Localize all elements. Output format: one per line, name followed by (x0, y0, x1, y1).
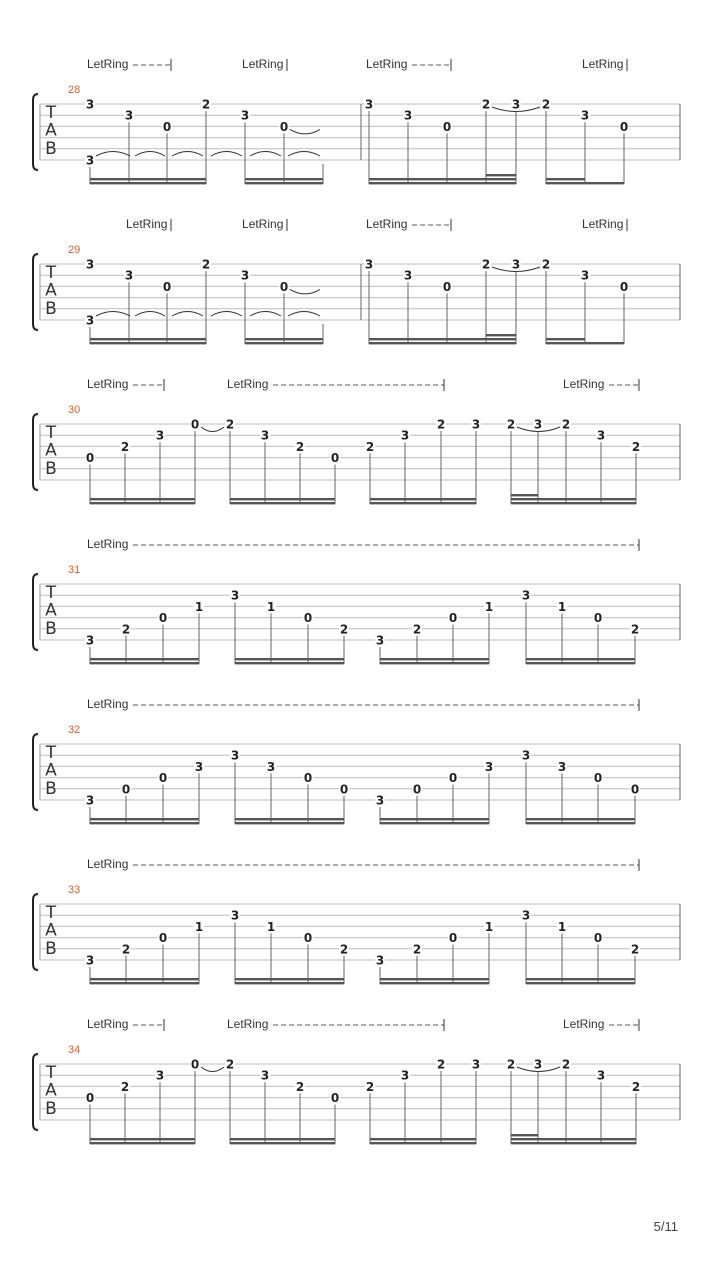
fret-number: 0 (162, 119, 172, 134)
system-bracket (33, 414, 38, 490)
fret-number: 3 (155, 1068, 165, 1083)
let-ring-label: LetRing (87, 377, 129, 391)
fret-number: 2 (121, 942, 131, 957)
fret-number: 3 (521, 588, 531, 603)
tab-clef-letter: T (45, 1063, 57, 1083)
beam (245, 338, 323, 340)
fret-number: 2 (481, 257, 491, 272)
fret-number: 3 (521, 908, 531, 923)
let-ring-label: LetRing (87, 697, 129, 711)
fret-number: 2 (339, 622, 349, 637)
fret-number: 2 (225, 1057, 235, 1072)
system-bracket (33, 254, 38, 330)
fret-number: 0 (412, 782, 422, 797)
tab-clef-letter: T (45, 423, 57, 443)
let-ring-label: LetRing (366, 57, 408, 71)
tie-arc (96, 312, 130, 317)
staff-system (33, 1017, 680, 1144)
beam (90, 1138, 195, 1140)
let-ring-label: LetRing (126, 217, 168, 231)
beam (526, 978, 635, 980)
tie-arc (135, 152, 165, 157)
beam (90, 342, 206, 344)
let-ring-label: LetRing (87, 57, 129, 71)
beam (90, 1142, 195, 1144)
let-ring-label: LetRing (227, 1017, 269, 1031)
fret-number: 3 (85, 313, 95, 328)
tab-clef-letter: A (45, 440, 57, 461)
beam (235, 658, 344, 660)
tab-clef-letter: A (45, 760, 57, 781)
fret-number: 2 (631, 1079, 641, 1094)
fret-number: 3 (533, 417, 543, 432)
fret-number: 2 (541, 97, 551, 112)
fret-number: 2 (436, 1057, 446, 1072)
system-bracket (33, 574, 38, 650)
tab-clef-letter: B (45, 778, 57, 799)
beam (511, 1138, 636, 1140)
beam (230, 1138, 335, 1140)
measure-number: 30 (68, 404, 81, 416)
fret-number: 3 (260, 1068, 270, 1083)
tie-arc (201, 1067, 224, 1072)
fret-number: 3 (155, 428, 165, 443)
beam (526, 982, 635, 984)
beam (380, 662, 489, 664)
beam (245, 342, 323, 344)
fret-number: 0 (162, 279, 172, 294)
beam (546, 342, 585, 344)
fret-number: 3 (403, 268, 413, 283)
system-bracket (33, 94, 38, 170)
fret-number: 0 (303, 771, 313, 786)
beam (380, 658, 489, 660)
beam (486, 334, 516, 336)
tab-clef-letter: B (45, 138, 57, 159)
fret-number: 2 (631, 439, 641, 454)
let-ring-label: LetRing (366, 217, 408, 231)
tab-clef-letter: T (45, 743, 57, 763)
tie-arc (250, 152, 281, 157)
beam (230, 1142, 335, 1144)
fret-number: 0 (158, 771, 168, 786)
fret-number: 3 (375, 793, 385, 808)
fret-number: 3 (375, 953, 385, 968)
tab-clef-letter: A (45, 600, 57, 621)
beam (511, 1142, 636, 1144)
let-ring-label: LetRing (227, 377, 269, 391)
beam (370, 1138, 476, 1140)
beam (90, 178, 206, 180)
beam (230, 502, 335, 504)
fret-number: 0 (190, 1057, 200, 1072)
beam (526, 822, 635, 824)
fret-number: 3 (240, 268, 250, 283)
tie-arc (172, 312, 203, 317)
fret-number: 2 (120, 439, 130, 454)
fret-number: 0 (85, 451, 95, 466)
beam (511, 1134, 538, 1136)
tab-clef-letter: A (45, 280, 57, 301)
fret-number: 0 (442, 119, 452, 134)
tie-arc (211, 312, 242, 317)
tie-arc (250, 312, 281, 317)
fret-number: 0 (593, 931, 603, 946)
beam (511, 494, 538, 496)
fret-number: 3 (85, 153, 95, 168)
beam (90, 822, 199, 824)
fret-number: 3 (240, 108, 250, 123)
let-ring-label: LetRing (87, 1017, 129, 1031)
tie-arc (135, 312, 165, 317)
beam (230, 498, 335, 500)
staff-system (33, 697, 680, 824)
tie-arc (172, 152, 203, 157)
fret-number: 2 (412, 622, 422, 637)
beam (369, 342, 516, 344)
let-ring-label: LetRing (87, 857, 129, 871)
fret-number: 3 (230, 908, 240, 923)
fret-number: 3 (521, 748, 531, 763)
beam (511, 502, 636, 504)
tab-clef-letter: B (45, 458, 57, 479)
tie-arc (288, 312, 320, 317)
fret-number: 0 (303, 931, 313, 946)
fret-number: 3 (375, 633, 385, 648)
tie-arc (288, 152, 320, 157)
fret-number: 2 (121, 622, 131, 637)
beam (235, 978, 344, 980)
beam (526, 658, 635, 660)
let-ring-label: LetRing (582, 57, 624, 71)
fret-number: 2 (201, 257, 211, 272)
beam (546, 182, 585, 184)
fret-number: 0 (593, 771, 603, 786)
fret-number: 2 (339, 942, 349, 957)
fret-number: 3 (533, 1057, 543, 1072)
fret-number: 3 (364, 97, 374, 112)
beam (90, 818, 199, 820)
fret-number: 2 (630, 622, 640, 637)
fret-number: 2 (561, 417, 571, 432)
let-ring-label: LetRing (563, 1017, 605, 1031)
fret-number: 3 (260, 428, 270, 443)
measure-number: 28 (68, 84, 81, 96)
fret-number: 3 (124, 108, 134, 123)
tab-clef-letter: T (45, 103, 57, 123)
tab-clef-letter: A (45, 1080, 57, 1101)
let-ring-label: LetRing (242, 217, 284, 231)
fret-number: 3 (400, 428, 410, 443)
fret-number: 3 (85, 257, 95, 272)
fret-number: 3 (85, 97, 95, 112)
fret-number: 3 (230, 588, 240, 603)
beam (585, 182, 624, 184)
beam (369, 338, 516, 340)
fret-number: 0 (593, 611, 603, 626)
staff-system (33, 537, 680, 664)
tie-arc (201, 427, 224, 432)
fret-number: 0 (85, 1091, 95, 1106)
beam (486, 174, 516, 176)
beam (511, 498, 636, 500)
beam (380, 822, 489, 824)
measure-number: 32 (68, 724, 81, 736)
fret-number: 0 (158, 611, 168, 626)
beam (369, 182, 516, 184)
fret-number: 0 (442, 279, 452, 294)
tab-clef-letter: A (45, 120, 57, 141)
fret-number: 3 (403, 108, 413, 123)
fret-number: 0 (330, 451, 340, 466)
fret-number: 1 (484, 919, 494, 934)
tie-arc (290, 289, 320, 294)
tab-clef-letter: A (45, 920, 57, 941)
fret-number: 3 (596, 1068, 606, 1083)
fret-number: 0 (330, 1091, 340, 1106)
fret-number: 1 (266, 919, 276, 934)
fret-number: 1 (266, 599, 276, 614)
beam (90, 182, 206, 184)
fret-number: 2 (295, 1079, 305, 1094)
fret-number: 0 (448, 771, 458, 786)
fret-number: 3 (230, 748, 240, 763)
fret-number: 3 (85, 633, 95, 648)
beam (546, 338, 585, 340)
tab-clef-letter: T (45, 903, 57, 923)
beam (546, 178, 585, 180)
fret-number: 0 (619, 119, 629, 134)
fret-number: 0 (279, 279, 289, 294)
beam (235, 662, 344, 664)
beam (585, 342, 624, 344)
fret-number: 3 (511, 97, 521, 112)
fret-number: 2 (412, 942, 422, 957)
beam (245, 178, 323, 180)
system-bracket (33, 1054, 38, 1130)
beam (235, 982, 344, 984)
fret-number: 3 (124, 268, 134, 283)
fret-number: 3 (266, 759, 276, 774)
staff-system (33, 57, 680, 184)
tab-clef-letter: B (45, 298, 57, 319)
fret-number: 0 (279, 119, 289, 134)
fret-number: 3 (471, 1057, 481, 1072)
fret-number: 2 (225, 417, 235, 432)
tab-clef-letter: T (45, 583, 57, 603)
fret-number: 3 (364, 257, 374, 272)
tab-clef-letter: B (45, 938, 57, 959)
fret-number: 3 (580, 108, 590, 123)
beam (90, 662, 199, 664)
fret-number: 0 (303, 611, 313, 626)
staff-system (33, 857, 680, 984)
beam (370, 498, 476, 500)
beam (370, 1142, 476, 1144)
fret-number: 2 (630, 942, 640, 957)
fret-number: 3 (580, 268, 590, 283)
fret-number: 2 (201, 97, 211, 112)
beam (380, 982, 489, 984)
fret-number: 3 (484, 759, 494, 774)
beam (90, 982, 199, 984)
beam (380, 818, 489, 820)
beam (380, 978, 489, 980)
let-ring-label: LetRing (563, 377, 605, 391)
fret-number: 2 (436, 417, 446, 432)
fret-number: 0 (448, 611, 458, 626)
fret-number: 3 (400, 1068, 410, 1083)
beam (526, 662, 635, 664)
fret-number: 2 (561, 1057, 571, 1072)
let-ring-label: LetRing (582, 217, 624, 231)
fret-number: 1 (194, 599, 204, 614)
fret-number: 1 (557, 599, 567, 614)
fret-number: 3 (557, 759, 567, 774)
fret-number: 1 (484, 599, 494, 614)
tie-arc (211, 152, 242, 157)
measure-number: 31 (68, 564, 81, 576)
fret-number: 2 (295, 439, 305, 454)
staff-system (33, 377, 680, 504)
measure-number: 34 (68, 1044, 81, 1056)
beam (526, 818, 635, 820)
fret-number: 1 (557, 919, 567, 934)
fret-number: 3 (194, 759, 204, 774)
fret-number: 0 (339, 782, 349, 797)
fret-number: 0 (630, 782, 640, 797)
page-number: 5/11 (653, 1219, 678, 1234)
let-ring-label: LetRing (87, 537, 129, 551)
system-bracket (33, 894, 38, 970)
fret-number: 3 (471, 417, 481, 432)
beam (235, 822, 344, 824)
measure-number: 33 (68, 884, 81, 896)
fret-number: 3 (85, 793, 95, 808)
fret-number: 1 (194, 919, 204, 934)
fret-number: 3 (85, 953, 95, 968)
fret-number: 2 (481, 97, 491, 112)
fret-number: 2 (365, 1079, 375, 1094)
measure-number: 29 (68, 244, 81, 256)
system-bracket (33, 734, 38, 810)
beam (235, 818, 344, 820)
beam (369, 178, 516, 180)
beam (245, 182, 323, 184)
fret-number: 2 (506, 417, 516, 432)
fret-number: 3 (596, 428, 606, 443)
tab-clef-letter: B (45, 1098, 57, 1119)
fret-number: 0 (448, 931, 458, 946)
fret-number: 0 (158, 931, 168, 946)
fret-number: 3 (511, 257, 521, 272)
fret-number: 2 (506, 1057, 516, 1072)
beam (90, 502, 195, 504)
fret-number: 2 (365, 439, 375, 454)
beam (370, 502, 476, 504)
beam (90, 338, 206, 340)
fret-number: 0 (190, 417, 200, 432)
let-ring-label: LetRing (242, 57, 284, 71)
tab-clef-letter: B (45, 618, 57, 639)
fret-number: 0 (619, 279, 629, 294)
fret-number: 2 (120, 1079, 130, 1094)
tab-clef-letter: T (45, 263, 57, 283)
beam (90, 978, 199, 980)
tie-arc (290, 129, 320, 134)
fret-number: 2 (541, 257, 551, 272)
beam (90, 498, 195, 500)
beam (90, 658, 199, 660)
staff-system (33, 217, 680, 344)
tie-arc (96, 152, 130, 157)
fret-number: 0 (121, 782, 131, 797)
